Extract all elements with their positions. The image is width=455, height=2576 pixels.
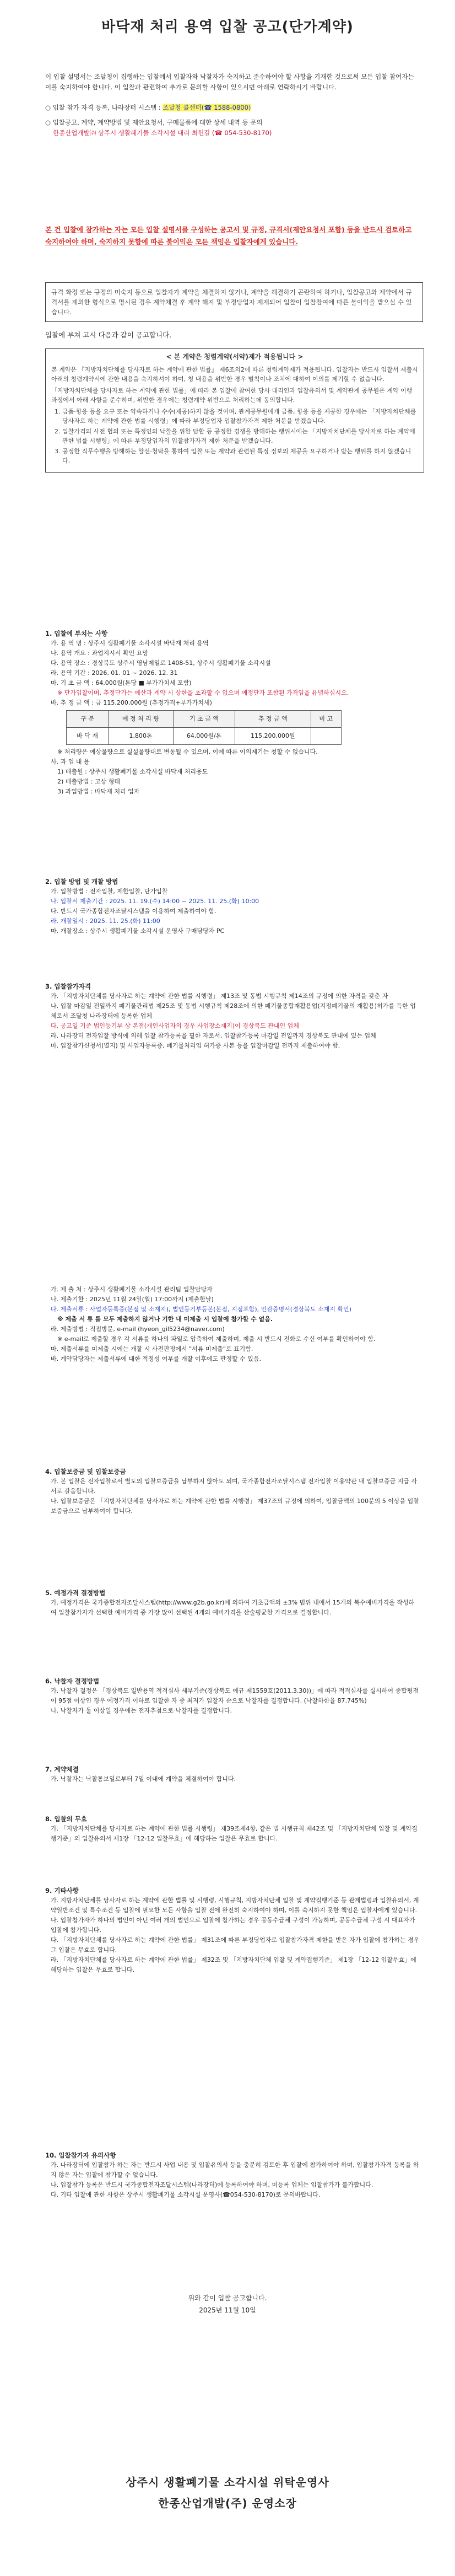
section-line: 나. 낙찰자가 둘 이상일 경우에는 전자추첨으로 낙찰자를 결정합니다.	[51, 1707, 232, 1714]
table-header-row	[67, 711, 342, 728]
table-header-cell: 추 정 금 액	[235, 711, 311, 728]
section-line: 라. 개찰일시 : 2025. 11. 25.(화) 11:00	[51, 917, 160, 925]
section-line: 가. 본 입찰은 전자입찰로서 별도의 입찰보증금을 납부하지 않아도 되며, 국가종합전자조달시스템 전자입찰 이용약관 내 입찰보증금 지급 각서로 갈음합니다.	[51, 1478, 418, 1495]
section-heading: 9. 기타사항	[45, 1887, 79, 1895]
section-line: 2) 배출방법 : 고상 형태	[57, 778, 120, 785]
table-row	[67, 728, 342, 745]
section-line: 다. 반드시 국가종합전자조달시스템을 이용하여 제출하여야 함.	[51, 908, 216, 915]
section-line: 가. 예정가격은 국가종합전자조달시스템(http://www.g2b.go.kr)에 의하여 기초금액의 ±3% 범위 내에서 15개의 복수예비가격을 작성하여 입찰참가자가 선택한 예비가격 중 가장 많이 선택된 4개의 예비가격을 산술평균한 가격으로 결정합니다.	[51, 1599, 415, 1616]
section-line: 다. 제출서류 : 사업자등록증(본점 및 소재지), 법인등기부등본(본점, 지점포함), 인감증명서(경상북도 소재지 확인)	[51, 1306, 351, 1313]
section-2	[45, 877, 420, 936]
section-heading: 7. 계약체결	[45, 1765, 79, 1773]
section-line: 나. 용역 개요 : 과업지시서 확인 요망	[51, 650, 148, 657]
section-line: 바. 추 정 금 액 : 금 115,200,000원 (추정가격+부가가치세)	[51, 699, 212, 706]
intro-paragraph: 이 입찰 설명서는 조달청이 집행하는 입찰에서 입찰자와 낙찰자가 숙지하고 준수하여야 할 사항을 기재한 것으로써 모든 입찰 참여자는 이를 숙지하여야 합니다. 이 입찰과 관련하여 추가로 문의할 사항이 있으시면 아래로 연락하시기 바랍니다.	[45, 73, 414, 91]
submission-details	[45, 1285, 420, 1364]
notice-paragraph-1: 본 계약은 『지방자치단체를 당사자로 하는 계약에 관한 법률』 제6조의2에 따른 청렴계약제가 적용됩니다. 입찰자는 반드시 입찰서 제출시 아래의 청렴계약서에 관한 내용을 숙지하셔야 하며, 청 내용을 위반한 경우 벌칙이나 조치에 대하여 이의를 제기할 수 없습니다.	[51, 366, 418, 383]
section-line: 가. 낙찰자 결정은 「경상북도 일반용역 적격심사 세부기준(경상북도 예규 제1559호(2011.3.30))」에 따라 적격심사를 실시하여 종합평점이 95점 이상인 경우 예정가격 이하로 입찰한 자 중 최저가 입찰자 순으로 낙찰자를 결정합니다. (낙찰하한율 87.745%)	[51, 1687, 419, 1704]
g2b-callcenter: 조달청 콜센터(☎ 1588-0800)	[162, 104, 251, 111]
section-heading: 1. 입찰에 부치는 사항	[45, 630, 108, 637]
section-heading: 4. 입찰보증금 및 입찰보증금	[45, 1468, 126, 1475]
section-8	[45, 1814, 420, 1844]
contact-line-1	[45, 103, 420, 113]
issuing-manager: 한종산업개발(주) 운영소장	[158, 2497, 297, 2510]
section-heading: 5. 예정가격 결정방법	[45, 1589, 106, 1597]
table-cell: 64,000원/톤	[173, 728, 235, 745]
table-cell: 1,800톤	[109, 728, 174, 745]
section-heading: 3. 입찰참가자격	[45, 983, 91, 990]
section-line: 가. 용 역 명 : 상주시 생활폐기물 소각시설 바닥재 처리 용역	[51, 640, 209, 647]
section-line: 라. 제출방법 : 직접방문, e-mail (hyeon_gil5234@naver.com)	[51, 1325, 225, 1333]
table-cell	[311, 728, 341, 745]
contact-person: 한종산업개발㈜ 상주시 생활폐기물 소각시설 대리 최헌길 (☎ 054-530-8170)	[53, 129, 272, 137]
section-6	[45, 1676, 420, 1716]
section-5	[45, 1588, 420, 1618]
section-line: 나. 입찰참가 등록은 반드시 국가종합전자조달시스템(나라장터)에 등록하여야 하며, 미등록 업체는 입찰참가가 불가합니다.	[51, 2181, 373, 2188]
section-note: ※ e-mail로 제출할 경우 각 서류를 하나의 파일로 압축하여 제출하며, 제출 시 반드시 전화로 수신 여부를 확인하여야 함.	[57, 1335, 376, 1343]
table-header-cell: 비 고	[311, 711, 341, 728]
section-heading: 6. 낙찰자 결정방법	[45, 1677, 100, 1685]
section-line: 나. 제출기한 : 2025년 11월 24일(월) 17:00까지 (제출한날)	[51, 1296, 214, 1303]
warning-text: 본 건 입찰에 참가하는 자는 모든 입찰 설명서를 구성하는 공고서 및 규정, 규격서(제안요청서 포함) 등을 반드시 검토하고 숙지하여야 하며, 숙지하지 못함에 따른 불이익은 모든 책임은 입찰자에게 있습니다.	[45, 226, 412, 246]
integrity-notice-box	[45, 348, 424, 473]
section-1	[45, 629, 420, 797]
table-cell: 115,200,000원	[235, 728, 311, 745]
table-header-cell: 예 정 처 리 량	[109, 711, 174, 728]
section-line: 가. 「지방자치단체를 당사자로 하는 계약에 관한 법률 시행령」 제13조 및 동법 시행규칙 제14조의 규정에 의한 자격을 갖춘 자	[51, 992, 388, 1000]
notice-item: 1. 금품·향응 등을 요구 또는 약속하거나 수수(제공)하지 않을 것이며, 관계공무원에게 금품, 향응 등을 제공한 경우에는 「지방자치단체를 당사자로 하는 계약에 관한 법률 시행령」에 따라 부정당업자 입찰참가자격 제한 처분을 받겠습니다.	[55, 408, 416, 425]
section-line: 마. 입찰참가신청서(별지) 및 사업자등록증, 폐기물처리업 허가증 사본 등을 입찰마감일 전까지 제출하여야 함.	[51, 1042, 340, 1049]
section-heading: 2. 입찰 방법 및 개찰 방법	[45, 878, 118, 886]
announcement-date: 2025년 11월 10일	[199, 2306, 256, 2314]
section-line: 바. 계약담당자는 제출서류에 대한 적정성 여부를 개찰 이후에도 판정할 수 있음.	[51, 1355, 261, 1362]
notice-item: 2. 입찰가격의 사전 협의 또는 특정인의 낙찰을 위한 담합 등 공정한 경쟁을 방해하는 행위시에는 「지방자치단체를 당사자로 하는 계약에 관한 법률 시행령」에 따른 부정당업자의 입찰참가자격 제한 처분을 받겠습니다.	[55, 428, 415, 444]
section-line: 라. 「지방자치단체를 당사자로 하는 계약에 관한 법률」 제32조 및 「지방자치단체 입찰 및 계약집행기준」 제1장 「12-12 입찰무효」에 해당하는 입찰은 무효로 합니다.	[51, 1956, 416, 1973]
table-header-cell: 구 분	[67, 711, 109, 728]
closing-text: 위와 같이 입찰 공고합니다.	[188, 2294, 267, 2302]
section-line: 마. 기 초 금 액 : 64,000원(톤당 ■ 부가가치세 포함)	[51, 679, 192, 686]
section-line: 라. 나라장터 전자입찰 방식에 의해 입찰 참가등록을 필한 자로서, 입찰참가등록 마감일 전일까지 경상북도 관내에 있는 업체	[51, 1032, 376, 1039]
section-note: ※ 단가입찰이며, 추정단가는 예산과 계약 시 상한을 초과할 수 없으며 예정단가 포함된 가격임을 유념하십시오.	[57, 689, 349, 696]
section-line: 마. 개찰장소 : 상주시 생활폐기물 소각시설 운영사 구매담당자 PC	[51, 927, 225, 935]
announce-line: 입찰에 부쳐 고시 다음과 같이 공고합니다.	[45, 331, 172, 339]
section-line: 3) 과업방법 : 바닥재 처리 업자	[57, 788, 140, 795]
table-header-cell: 기 초 금 액	[173, 711, 235, 728]
section-line: 1) 배출원 : 상주시 생활폐기물 소각시설 바닥재 처리용도	[57, 768, 208, 775]
section-line: 가. 「지방자치단체를 당사자로 하는 계약에 관한 법률 시행령」 제39조제4항, 같은 법 시행규칙 제42조 및 「지방자치단체 입찰 및 계약집행기준」의 입찰유의서 제1장 「12-12 입찰무효」에 해당하는 입찰은 무효로 합니다.	[51, 1825, 418, 1842]
section-line: 가. 입찰방법 : 전자입찰, 제한입찰, 단가입찰	[51, 888, 168, 895]
section-line: 나. 입찰참가자가 하나의 법인이 아닌 여러 개의 법인으로 입찰에 참가하는 경우 공동수급체 구성이 가능하며, 공동수급체 구성 시 대표자가 입찰에 참가합니다.	[51, 1917, 415, 1934]
contact-line-2	[45, 117, 420, 138]
page-title: 바닥재 처리 용역 입찰 공고(단가계약)	[101, 19, 354, 35]
section-note: ※ 처리량은 예상물량으로 실설물량대로 변동될 수 있으며, 이에 따른 이의제기는 청할 수 없습니다.	[57, 748, 318, 755]
section-line: 다. 기타 입찰에 관한 사항은 상주시 생활폐기물 소각시설 운영사(☎054-530-8170)로 문의바랍니다.	[51, 2191, 321, 2198]
section-line: 마. 제출서류를 미제출 시에는 개찰 시 사전판정에서 "서류 미제출"로 표기함.	[51, 1345, 253, 1353]
section-9	[45, 1886, 420, 1975]
section-4	[45, 1467, 420, 1516]
section-line: 가. 나라장터에 입찰참가 하는 자는 반드시 사업 내용 및 입찰유의서 등을 충분히 검토한 후 입찰에 참가하여야 하며, 입찰참가자격 등록을 하지 않은 자는 입찰에 참가할 수 없습니다.	[51, 2161, 419, 2178]
section-line: 나. 입찰 마감일 전일까지 폐기물관리법 제25조 및 동법 시행규칙 제28조에 의한 폐기물종합재활용업(지정폐기물의 재활용)허가를 득한 업체로서 조달청 나라장터에 등록한 업체	[51, 1002, 416, 1019]
section-line: 가. 낙찰자는 낙찰통보일로부터 7일 이내에 계약을 체결하여야 합니다.	[51, 1775, 236, 1783]
section-line: 다. 「지방자치단체를 당사자로 하는 계약에 관한 법률」 제31조에 따른 부정당업자로 입찰참가자격 제한을 받은 자가 입찰에 참가하는 경우 그 입찰은 무효로 합니다.	[51, 1936, 420, 1954]
section-line: 나. 입찰보증금은 「지방자치단체를 당사자로 하는 계약에 관한 법률 시행령」 제37조의 규정에 의하여, 입찰금액의 100분의 5 이상을 입찰보증금으로 납부하여야 합니다.	[51, 1498, 419, 1515]
section-3	[45, 981, 420, 1051]
section-line: 나. 입찰서 제출기간 : 2025. 11. 19.(수) 14:00 ~ 2025. 11. 25.(화) 10:00	[51, 898, 259, 905]
section-7	[45, 1764, 420, 1784]
price-table	[66, 710, 342, 745]
contact-label-1: ○ 입찰 참가 자격 등록, 나라장터 시스템 :	[45, 104, 163, 111]
caution-box: 규격 확정 또는 규정의 미숙지 등으로 입찰자가 계약을 체결하지 않거나, 계약을 해결하기 곤란하여 하거나, 입찰공고와 제약에서 규격서를 제외한 형식으로 명시된 경우 계약체결 후 계약 해지 및 부정당업자 제재되어 입찰이 입찰참여에 따른 불이익을 받으실 수 있습니다.	[45, 282, 423, 322]
intro-section	[45, 72, 420, 138]
section-line: 다. 공고일 기준 법인등기부 상 본점(개인사업자의 경우 사업장소재지)이 경상북도 관내인 업체	[51, 1022, 299, 1029]
section-10	[45, 2150, 420, 2200]
section-line: 사. 과 업 내 용	[51, 758, 90, 765]
notice-heading: < 본 계약은 청렴계약(서약)제가 적용됩니다 >	[166, 353, 304, 361]
section-line: 다. 용역 장소 : 경상북도 상주시 영남제일로 1408-51, 상주시 생활폐기물 소각시설	[51, 659, 271, 667]
table-cell: 바 닥 재	[67, 728, 109, 745]
notice-paragraph-2: 「지방자치단체를 당사자로 하는 계약에 관한 법률」에 따라 본 입찰에 참여한 당사 대리인과 입찰유의서 및 계약관계 공무원은 계약 이행 과정에서 아래 사항을 준수하며, 위반한 경우에는 청렴계약 위반으로 처리하는데 동의합니다.	[51, 387, 413, 404]
issuing-organization: 상주시 생활폐기물 소각시설 위탁운영사	[126, 2476, 329, 2489]
section-heading: 10. 입찰참가자 유의사항	[45, 2151, 116, 2159]
contact-label-2: ○ 입찰공고, 계약, 계약방법 및 제안요청서, 구매물품에 대한 상세 내역 등 문의	[45, 119, 263, 126]
section-line: 가. 지방자치단체를 당사자로 하는 계약에 관한 법률 및 시행령, 시행규칙, 지방자치단체 입찰 및 계약집행기준 등 관계법령과 입찰유의서, 계약일반조건 및 특수조건 등 입찰에 필요한 모든 사항을 입찰 전에 완전히 숙지하여야 하며, 이를 숙지하지 못한 책임은 입찰자에게 있습니다.	[51, 1897, 419, 1914]
section-note: ※ 제출 서 류 를 모두 제출하지 않거나 기한 내 미제출 시 입찰에 참가할 수 없음.	[57, 1316, 273, 1323]
section-heading: 8. 입찰의 무효	[45, 1815, 87, 1823]
notice-item: 3. 공정한 직무수행을 방해하는 알선·청탁을 통하여 입찰 또는 계약과 관련된 특정 정보의 제공을 요구하거나 받는 행위를 하지 않겠습니다.	[55, 448, 411, 464]
section-line: 가. 제 출 처 : 상주시 생활폐기물 소각시설 관리팀 입찰담당자	[51, 1286, 213, 1293]
section-line: 라. 용역 기간 : 2026. 01. 01 ~ 2026. 12. 31	[51, 669, 178, 677]
